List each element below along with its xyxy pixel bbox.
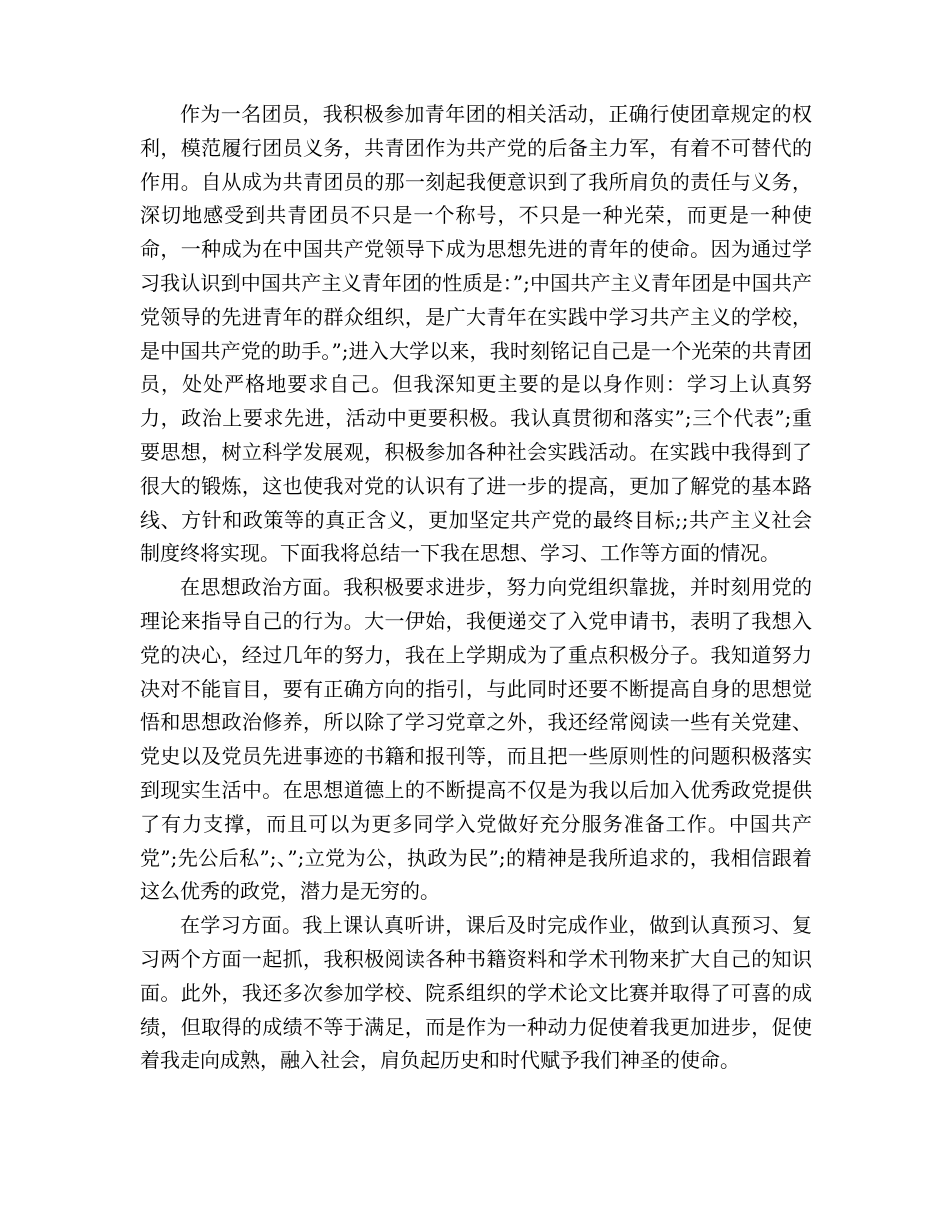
document-body <box>140 98 812 1078</box>
paragraph-political: 在思想政治方面。我积极要求进步，努力向党组织靠拢，并时刻用党的理论来指导自己的行为。大一伊始，我便递交了入党申请书，表明了我想入党的决心，经过几年的努力，我在上学期成为了重点积极分子。我知道努力决对不能盲目，要有正确方向的指引，与此同时还要不断提高自身的思想觉悟和思想政治修养，所以除了学习党章之外，我还经常阅读一些有关党建、党史以及党员先进事迹的书籍和报刊等，而且把一些原则性的问题积极落实到现实生活中。在思想道德上的不断提高不仅是为我以后加入优秀政党提供了有力支撑，而且可以为更多同学入党做好充分服务准备工作。中国共产党”;先公后私”;、”;立党为公，执政为民”;的精神是我所追求的，我相信跟着这么优秀的政党，潜力是无穷的。 <box>140 575 812 904</box>
paragraph-intro: 作为一名团员，我积极参加青年团的相关活动，正确行使团章规定的权利，模范履行团员义务，共青团作为共产党的后备主力军，有着不可替代的作用。自从成为共青团员的那一刻起我便意识到了我所肩负的责任与义务，深切地感受到共青团员不只是一个称号，不只是一种光荣，而更是一种使命，一种成为在中国共产党领导下成为思想先进的青年的使命。因为通过学习我认识到中国共产主义青年团的性质是：”;中国共产主义青年团是中国共产党领导的先进青年的群众组织，是广大青年在实践中学习共产主义的学校，是中国共产党的助手。”;进入大学以来，我时刻铭记自己是一个光荣的共青团员，处处严格地要求自己。但我深知更主要的是以身作则：学习上认真努力，政治上要求先进，活动中更要积极。我认真贯彻和落实”;三个代表”;重要思想，树立科学发展观，积极参加各种社会实践活动。在实践中我得到了很大的锻炼，这也使我对党的认识有了进一步的提高，更加了解党的基本路线、方针和政策等的真正含义，更加坚定共产党的最终目标;;共产主义社会制度终将实现。下面我将总结一下我在思想、学习、工作等方面的情况。 <box>140 102 812 566</box>
paragraph-study: 在学习方面。我上课认真听讲，课后及时完成作业，做到认真预习、复习两个方面一起抓，我积极阅读各种书籍资料和学术刊物来扩大自己的知识面。此外，我还多次参加学校、院系组织的学术论文比赛并取得了可喜的成绩，但取得的成绩不等于满足，而是作为一种动力促使着我更加进步，促使着我走向成熟，融入社会，肩负起历史和时代赋予我们神圣的使命。 <box>140 913 812 1073</box>
